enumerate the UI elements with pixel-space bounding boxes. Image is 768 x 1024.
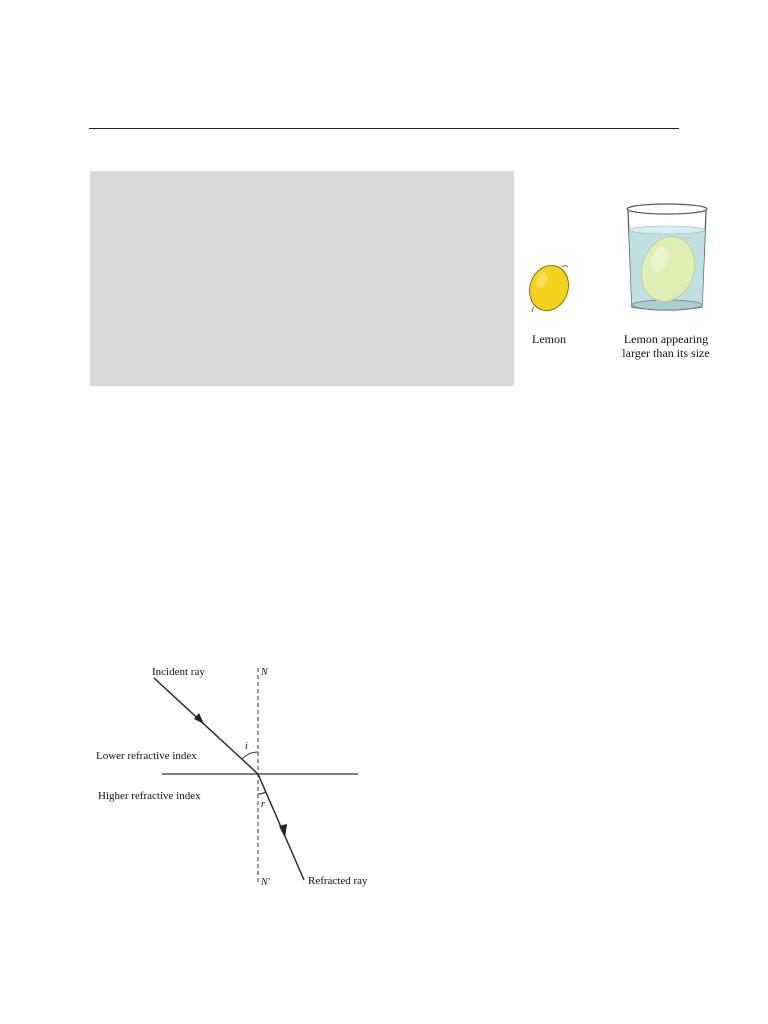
- refracted-ray-label: Refracted ray: [308, 875, 368, 887]
- angle-i-arc: [242, 752, 258, 759]
- caption-lemon-in-water: [606, 332, 726, 360]
- horizontal-rule: [89, 128, 679, 129]
- shaded-text-box: [90, 171, 514, 386]
- angle-r-arc: [258, 792, 266, 794]
- caption-line-2: larger than its size: [622, 346, 710, 360]
- refraction-diagram: [88, 658, 378, 894]
- refracted-arrow-icon: [279, 824, 287, 838]
- incident-arrow-icon: [194, 713, 204, 724]
- incident-ray-label: Incident ray: [152, 666, 205, 678]
- higher-index-label: Higher refractive index: [98, 790, 201, 802]
- caption-lemon: Lemon: [532, 332, 566, 346]
- lemon-icon: [523, 260, 574, 316]
- lower-index-label: Lower refractive index: [96, 750, 197, 762]
- normal-bottom-label: N': [261, 877, 270, 888]
- glass-of-water-icon: [627, 204, 707, 310]
- normal-top-label: N: [261, 667, 268, 678]
- angle-r-label: r: [261, 799, 265, 810]
- angle-i-label: i: [245, 741, 248, 752]
- caption-line-1: Lemon appearing: [623, 332, 709, 346]
